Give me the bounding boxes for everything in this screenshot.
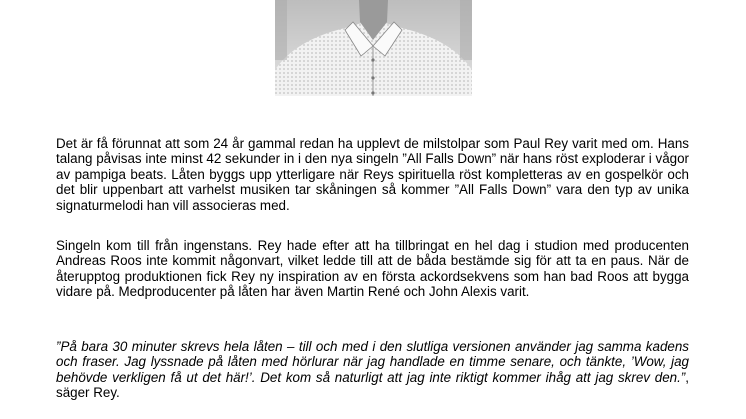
portrait-image [275, 0, 472, 96]
body-paragraph-1: Det är få förunnat att som 24 år gammal redan ha upplevt de milstolpar som Paul Rey varit med om. Hans talang påvisas inte minst 42 sekunder in i den nya singeln ”All Falls Down” när hans röst exploderar i vågor av pampiga beats. Låten byggs upp ytterligare när Reys spirituella röst kompletteras av en gospelkör och det blir uppenbart att varhelst musiken tar skåningen så kommer ”All Falls Down” vara den typ av unika signaturmelodi han vill associeras med. [56, 136, 689, 213]
quote-text: ”På bara 30 minuter skrevs hela låten – till och med i den slutliga versionen använder jag samma kadens och fraser. Jag lyssnade på låten med hörlurar när jag handlade en timme senare, och tänkte, ’Wow, jag behövde verkligen få ut det här!’. Det kom så naturligt att jag inte riktigt kommer ihåg att jag skrev den.” [56, 339, 689, 385]
quote-paragraph [56, 339, 689, 401]
body-paragraph-2: Singeln kom till från ingenstans. Rey hade efter att ha tillbringat en hel dag i studion med producenten Andreas Roos inte kommit någonvart, vilket ledde till att de båda bestämde sig för att ta en paus. När de återupptog produktionen fick Rey ny inspiration av en första ackordsekvens som han bad Roos att bygga vidare på. Medproducenter på låten har även Martin René och John Alexis varit. [56, 238, 689, 300]
portrait-photo [275, 0, 472, 96]
quote-attribution: , säger Rey. [56, 369, 689, 401]
